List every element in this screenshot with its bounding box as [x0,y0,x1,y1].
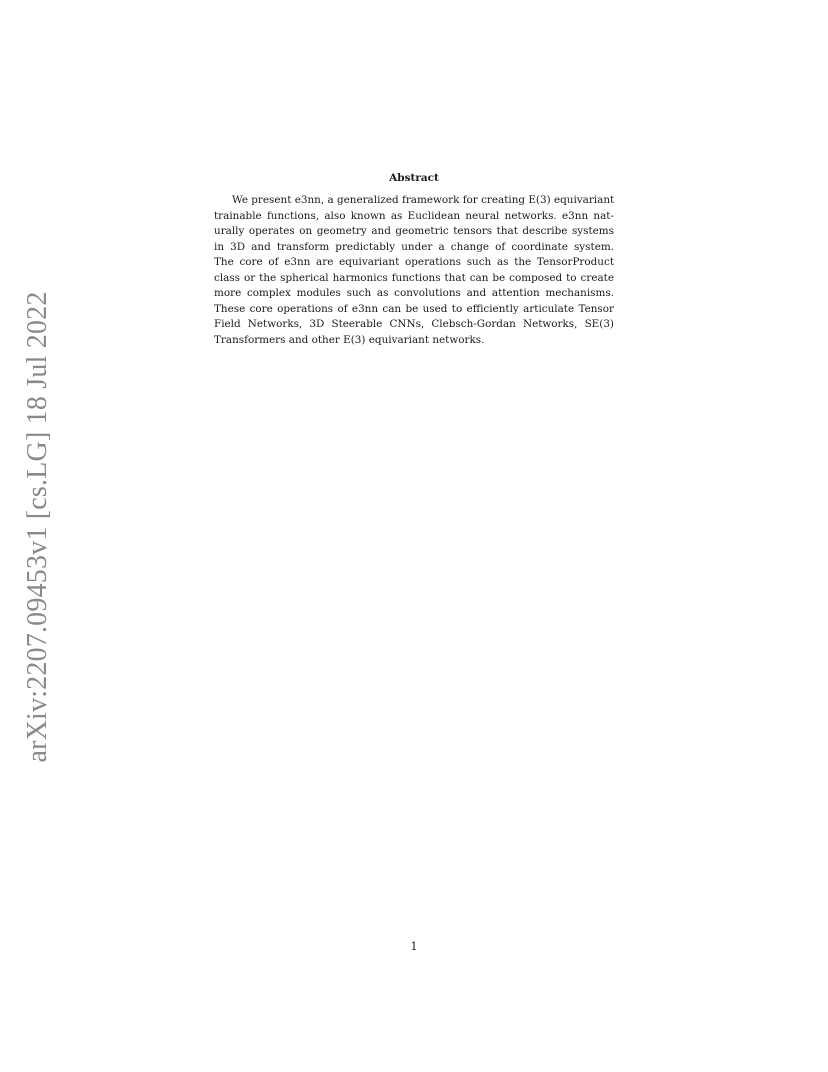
abstract-line: We present e3nn, a generalized framework for creating E(3) equivariant [232,194,615,206]
abstract-line: These core operations of e3nn can be used to efficiently articulate Tensor [214,302,614,315]
abstract-heading: Abstract [389,172,439,184]
abstract-line: more complex modules such as convolutions and attention mechanisms. [214,287,614,299]
abstract-line: trainable functions, also known as Euclidean neural networks. e3nn nat- [214,209,614,222]
abstract-line: Field Networks, 3D Steerable CNNs, Clebsch-Gordan Networks, SE(3) [214,318,614,330]
abstract-body [214,193,614,348]
abstract-line: class or the spherical harmonics functions that can be composed to create [214,271,614,284]
abstract-line: The core of e3nn are equivariant operations such as the TensorProduct [214,256,614,268]
page-number: 1 [410,940,418,953]
abstract-line: urally operates on geometry and geometric tensors that describe systems [214,225,614,237]
abstract-line: Transformers and other E(3) equivariant networks. [214,333,485,346]
arxiv-identifier-stamp: arXiv:2207.09453v1 [cs.LG] 18 Jul 2022 [22,291,53,763]
abstract-line: in 3D and transform predictably under a change of coordinate system. [214,240,614,253]
